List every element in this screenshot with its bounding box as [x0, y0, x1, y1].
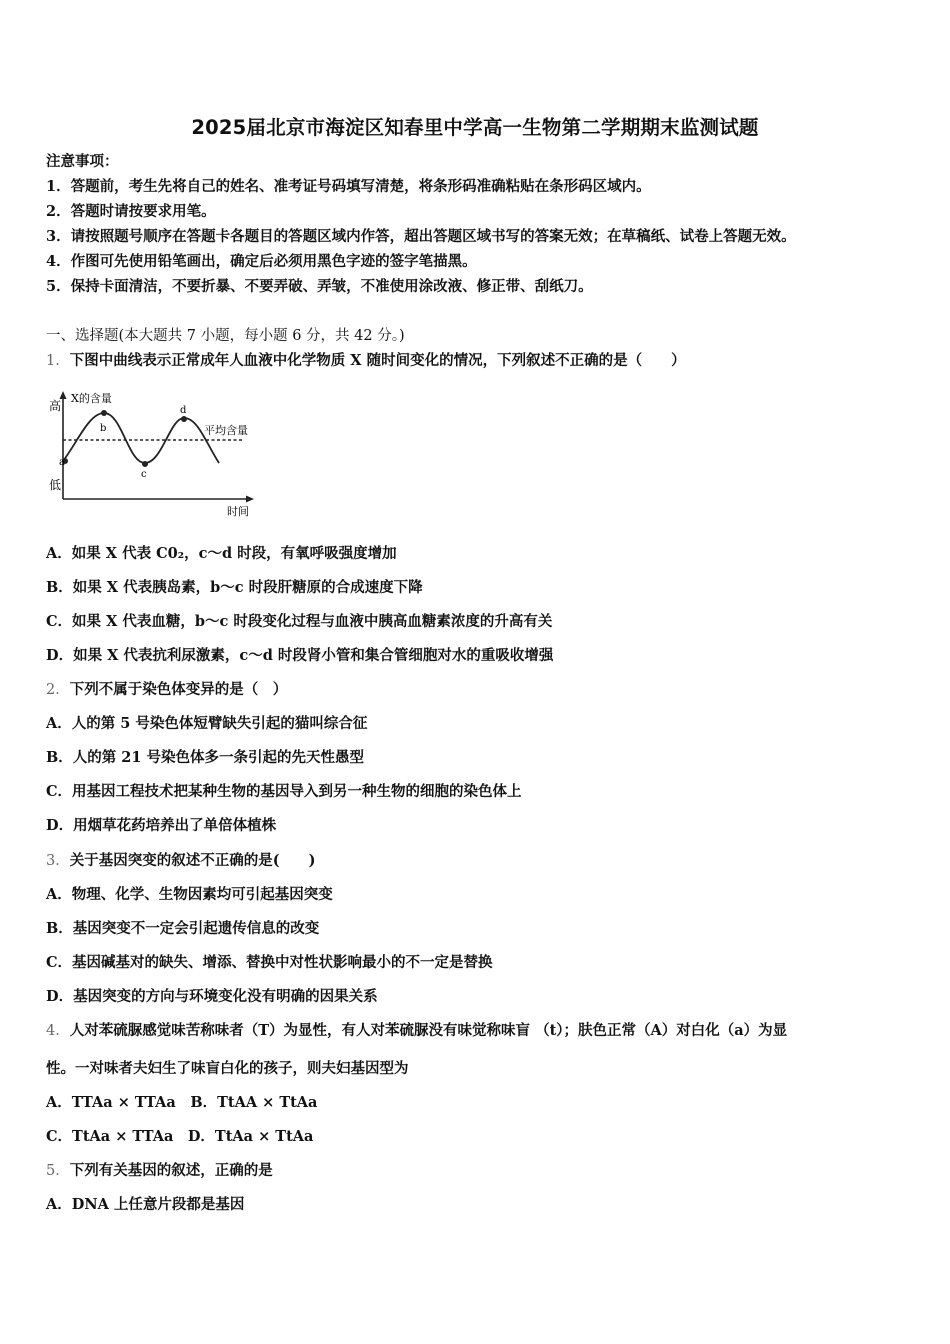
question-number: 2．: [46, 682, 70, 698]
note-item: 1．答题前，考生先将自己的姓名、准考证号码填写清楚，将条形码准确粘贴在条形码区域内。: [46, 178, 651, 195]
question-5-option-a: A．DNA 上任意片段都是基因: [46, 1196, 245, 1213]
question-2-option-a: A．人的第 5 号染色体短臂缺失引起的猫叫综合征: [46, 715, 368, 732]
point-d: [181, 416, 187, 422]
question-number: 5．: [46, 1163, 70, 1179]
y-axis-arrow: [60, 391, 67, 399]
point-b-label: b: [100, 423, 107, 434]
note-item: 3．请按照题号顺序在答题卡各题目的答题区域内作答，超出答题区域书写的答案无效；在草稿纸、试卷上答题无效。: [46, 228, 796, 245]
question-number: 1．: [46, 353, 70, 369]
question-3-option-d: D．基因突变的方向与环境变化没有明确的因果关系: [46, 988, 378, 1005]
note-item: 5．保持卡面清洁，不要折暴、不要弄破、弄皱，不准使用涂改液、修正带、刮纸刀。: [46, 278, 593, 295]
y-axis-label: X的含量: [71, 392, 112, 405]
question-1-option-b: B．如果 X 代表胰岛素，b～c 时段肝糖原的合成速度下降: [46, 579, 423, 596]
average-label: 平均含量: [204, 424, 248, 437]
note-item: 2．答题时请按要求用笔。: [46, 203, 216, 220]
question-4-stem: 4．人对苯硫脲感觉味苦称味者（T）为显性，有人对苯硫脲没有味觉称味盲 （t）；肤色正常（A）对白化（a）为显: [46, 1022, 788, 1039]
note-item: 4．作图可先使用铅笔画出，确定后必须用黑色字迹的签字笔描黑。: [46, 253, 477, 270]
question-number: 3．: [46, 853, 70, 869]
question-1-option-d: D．如果 X 代表抗利尿激素，c～d 时段肾小管和集合管细胞对水的重吸收增强: [46, 647, 554, 664]
question-4-options-row-2: C．TtAa × TTAa D．TtAa × TtAa: [46, 1128, 314, 1145]
question-2-option-b: B．人的第 21 号染色体多一条引起的先天性愚型: [46, 749, 365, 766]
question-1-option-c: C．如果 X 代表血糖，b～c 时段变化过程与血液中胰高血糖素浓度的升高有关: [46, 613, 553, 630]
question-5-stem: 5．下列有关基因的叙述，正确的是: [46, 1162, 273, 1179]
high-label: 高: [49, 399, 62, 413]
concentration-curve: [63, 413, 219, 463]
notes-heading: 注意事项：: [46, 153, 119, 170]
question-3-option-c: C．基因碱基对的缺失、增添、替换中对性状影响最小的不一定是替换: [46, 954, 493, 971]
x-axis-label: 时间: [227, 505, 249, 518]
question-number: 4．: [46, 1023, 70, 1039]
question-3-option-a: A．物理、化学、生物因素均可引起基因突变: [46, 886, 333, 903]
question-1-option-a: A．如果 X 代表 C0₂，c～d 时段，有氧呼吸强度增加: [46, 545, 397, 562]
question-2-option-c: C．用基因工程技术把某种生物的基因导入到另一种生物的细胞的染色体上: [46, 783, 522, 800]
concentration-curve-figure: [44, 388, 264, 523]
point-b: [101, 410, 107, 416]
point-c-label: c: [141, 469, 147, 480]
point-c: [142, 461, 148, 467]
question-3-option-b: B．基因突变不一定会引起遗传信息的改变: [46, 920, 320, 937]
point-a-label: a: [59, 457, 65, 468]
section-heading: 一、选择题(本大题共 7 小题，每小题 6 分，共 42 分。): [46, 328, 405, 344]
low-label: 低: [49, 478, 62, 492]
page-title: 2025届北京市海淀区知春里中学高一生物第二学期期末监测试题: [191, 116, 759, 139]
question-2-option-d: D．用烟草花药培养出了单倍体植株: [46, 817, 277, 834]
question-4-options-row-1: A．TTAa × TTAa B．TtAA × TtAa: [46, 1094, 318, 1111]
question-3-stem: 3．关于基因突变的叙述不正确的是( ): [46, 852, 316, 869]
point-d-label: d: [180, 405, 187, 416]
x-axis-arrow: [246, 496, 254, 503]
question-1-stem: 1．下图中曲线表示正常成年人血液中化学物质 X 随时间变化的情况，下列叙述不正确的是（ ）: [46, 352, 686, 369]
question-2-stem: 2．下列不属于染色体变异的是（ ）: [46, 681, 288, 698]
question-4-stem-continued: 性。一对味者夫妇生了味盲白化的孩子，则夫妇基因型为: [46, 1060, 409, 1077]
